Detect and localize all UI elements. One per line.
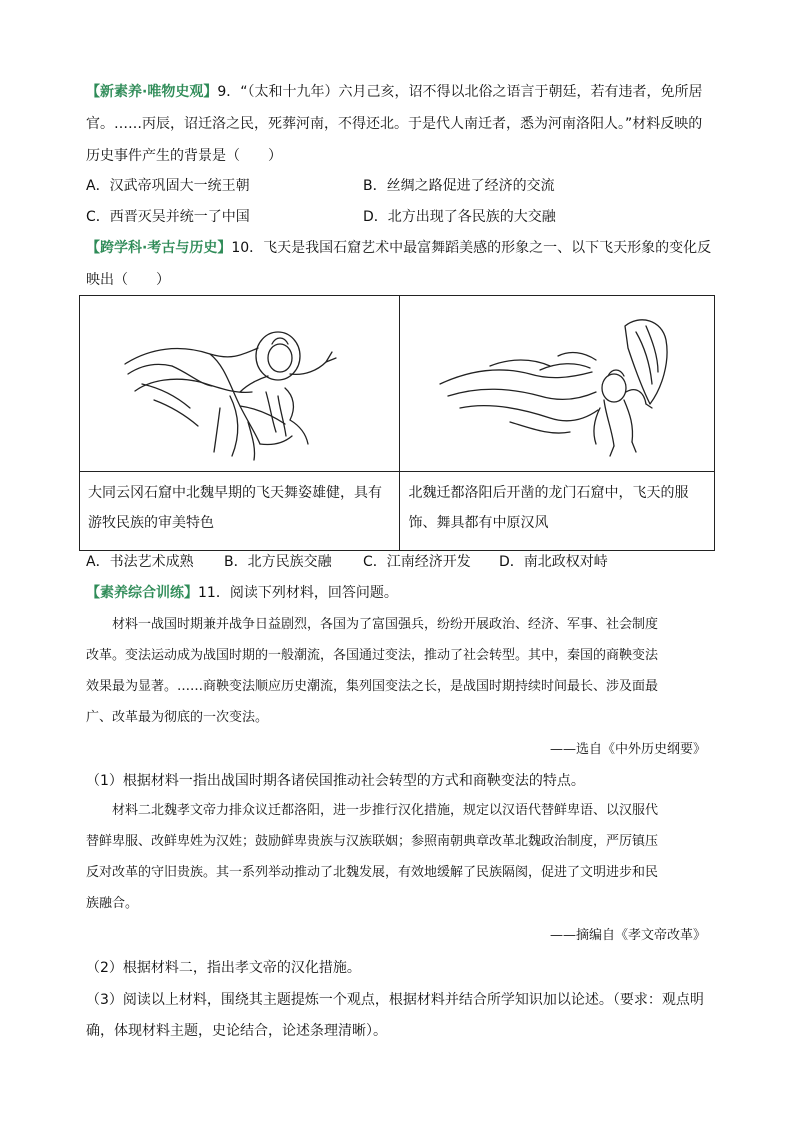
- yungang-feitian-illustration: [80, 296, 400, 471]
- material-2-line-4: 族融合。: [86, 896, 139, 911]
- feitian-image-cell-right: [400, 296, 715, 472]
- q9-option-a: A．汉武帝巩固大一统王朝: [86, 178, 250, 194]
- q9-line-1: [86, 82, 703, 102]
- material-1-line-3: 效果最为显著。……商鞅变法顺应历史潮流，集列国变法之长，是战国时期持续时间最长、涉及面最: [86, 679, 659, 694]
- q11-sub-1: （1）根据材料一指出战国时期各诸侯国推动社会转型的方式和商鞅变法的特点。: [86, 773, 585, 789]
- q10-option-d: D．南北政权对峙: [499, 554, 608, 570]
- q10-option-b: B．北方民族交融: [224, 554, 332, 570]
- q10-option-a: A．书法艺术成熟: [86, 554, 194, 570]
- material-2-source: ——摘编自《孝文帝改革》: [549, 928, 706, 943]
- caption-yungang: 大同云冈石窟中北魏早期的飞天舞姿雄健，具有游牧民族的审美特色: [80, 472, 400, 551]
- material-1-source: ——选自《中外历史纲要》: [549, 742, 706, 757]
- longmen-feitian-illustration: [400, 296, 714, 471]
- q9-tag: 【新素养·唯物史观】: [86, 84, 218, 100]
- q9-option-c: C．西晋灭吴并统一了中国: [86, 209, 250, 225]
- q9-line-2: 官。……丙辰，诏迁洛之民，死葬河南，不得还北。于是代人南迁者，悉为河南洛阳人。”材料反映的: [86, 116, 703, 132]
- q11-tag: 【素养综合训练】: [86, 585, 198, 601]
- q10-line-1: [86, 238, 711, 258]
- material-1-line-4: 广、改革最为彻底的一次变法。: [86, 710, 269, 725]
- q11-line-1: [86, 583, 398, 603]
- material-1-line-2: 改革。变法运动成为战国时期的一般潮流，各国通过变法，推动了社会转型。其中，秦国的商鞅变法: [86, 648, 659, 663]
- material-2-line-3: 反对改革的守旧贵族。其一系列举动推动了北魏发展，有效地缓解了民族隔阂，促进了文明进步和民: [86, 865, 659, 880]
- q10-option-c: C．江南经济开发: [363, 554, 471, 570]
- q11-sub-2: （2）根据材料二，指出孝文帝的汉化措施。: [86, 960, 361, 976]
- q9-line-3: 历史事件产生的背景是（ ）: [86, 148, 282, 164]
- feitian-comparison-table: [79, 295, 715, 551]
- q11-sub-3-line-2: 确，体现材料主题，史论结合，论述条理清晰）。: [86, 1023, 387, 1039]
- feitian-image-cell-left: [80, 296, 400, 472]
- material-2-line-2: 替鲜卑服、改鲜卑姓为汉姓；鼓励鲜卑贵族与汉族联姻；参照南朝典章改革北魏政治制度，严厉镇压: [86, 834, 659, 849]
- q10-tag: 【跨学科·考古与历史】: [86, 240, 232, 256]
- material-1-line-1: 材料一战国时期兼并战争日益剧烈，各国为了富国强兵，纷纷开展政治、经济、军事、社会制度: [112, 617, 659, 632]
- q10-line-2: 映出（ ）: [86, 272, 170, 288]
- q11-intro: 11．阅读下列材料，回答问题。: [198, 585, 398, 601]
- q9-text-1: 9．“（太和十九年）六月己亥，诏不得以北俗之语言于朝廷，若有违者，免所居: [217, 84, 703, 100]
- q9-option-d: D．北方出现了各民族的大交融: [363, 209, 556, 225]
- material-2-line-1: 材料二北魏孝文帝力排众议迁都洛阳，进一步推行汉化措施，规定以汉语代替鲜卑语、以汉服代: [112, 803, 659, 818]
- q9-option-b: B．丝绸之路促进了经济的交流: [363, 178, 555, 194]
- caption-longmen: 北魏迁都洛阳后开凿的龙门石窟中，飞天的服饰、舞具都有中原汉风: [400, 472, 715, 551]
- q11-sub-3-line-1: （3）阅读以上材料，围绕其主题提炼一个观点，根据材料并结合所学知识加以论述。（要求：观点明: [86, 992, 704, 1008]
- q10-text-1: 10．飞天是我国石窟艺术中最富舞蹈美感的形象之一、以下飞天形象的变化反: [231, 240, 712, 256]
